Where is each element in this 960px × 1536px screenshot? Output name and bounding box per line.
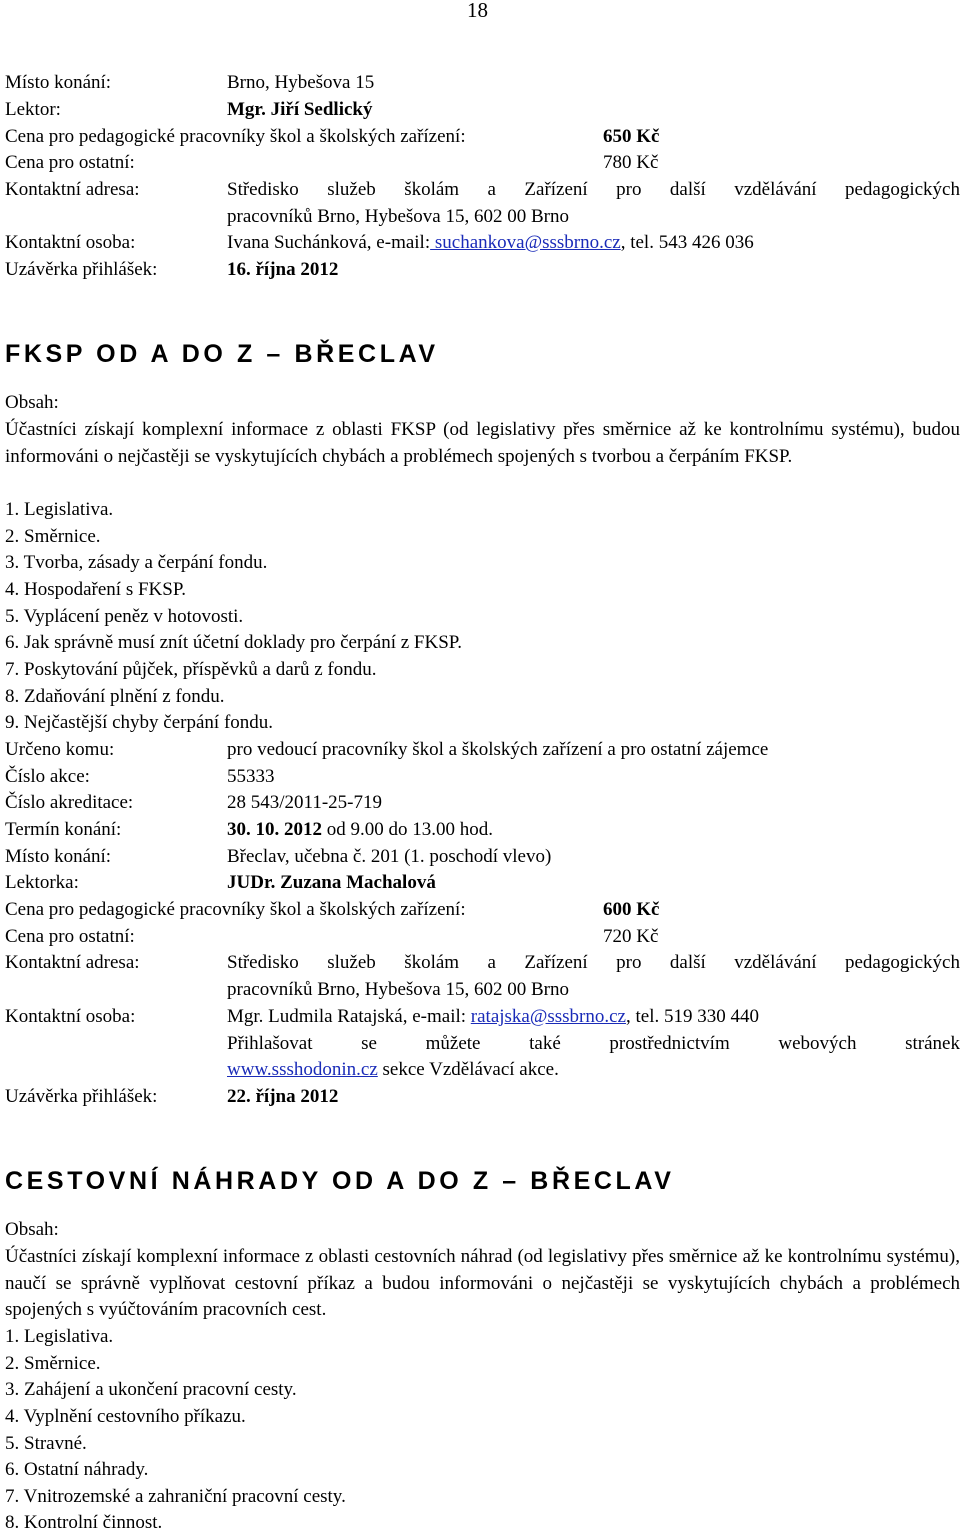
course2-item-3: 3. Tvorba, zásady a čerpání fondu. [5,552,268,573]
course3-item-1: 1. Legislativa. [5,1326,114,1347]
course3-intro: Účastníci získají komplexní informace z oblasti cestovních náhrad (od legislativy přes směrnice až ke kontrolnímu systému), naučí se správně vyplňovat cestovní příkaz a budou informováni o nejčastěji se vyskytujících chybách a problémech spojených s vyúčtováním pracovních cest. [5,1246,960,1321]
contact-email-link[interactable]: suchankova@sssbrno.cz [430,232,621,253]
course2-item-2: 2. Směrnice. [5,526,101,547]
course3-item-5: 5. Stravné. [5,1433,87,1454]
course3-item-2: 2. Směrnice. [5,1353,101,1374]
course3-item-8: 8. Kontrolní činnost. [5,1512,163,1533]
course2-item-4: 4. Hospodaření s FKSP. [5,579,187,600]
contact-label: Kontaktní osoba: [5,232,136,253]
address-line2: pracovníků Brno, Hybešova 15, 602 00 Brno [227,206,569,227]
course2-contact-tel: , tel. 519 330 440 [625,1006,759,1027]
course3-item-4: 4. Vyplnění cestovního příkazu. [5,1406,246,1427]
deadline-value: 16. října 2012 [227,259,339,280]
action-no-label: Číslo akce: [5,766,90,787]
page-number: 18 [467,0,488,22]
register-rest: sekce Vzdělávací akce. [377,1059,559,1080]
register-line1: Přihlašovat se můžete také prostřednictvím webových stránek [227,1033,960,1054]
accred-label: Číslo akreditace: [5,792,134,813]
course2-item-7: 7. Poskytování půjček, příspěvků a darů z fondu. [5,659,377,680]
course2-contact-email-link[interactable]: ratajska@sssbrno.cz [470,1006,626,1027]
course2-price-others-label: Cena pro ostatní: [5,926,135,947]
price-others-label: Cena pro ostatní: [5,152,135,173]
course3-item-6: 6. Ostatní náhrady. [5,1459,149,1480]
course3-content-label: Obsah: [5,1219,59,1240]
date-value [227,817,493,843]
course2-intro: Účastníci získají komplexní informace z oblasti FKSP (od legislativy přes směrnice až ke kontrolnímu systému), budou informováni o nejčastěji se vyskytujících chybách a problémech spojených s tvorbou a čerpáním FKSP. [5,419,960,467]
lecturer-label: Lektor: [5,99,61,120]
deadline-label: Uzávěrka přihlášek: [5,259,158,280]
price-teachers-value: 650 Kč [603,126,660,147]
date-bold: 30. 10. 2012 [227,819,322,840]
register-web-link[interactable]: www.ssshodonin.cz [227,1059,378,1080]
contact-tel: , tel. 543 426 036 [620,232,754,253]
course2-price-teachers-label: Cena pro pedagogické pracovníky škol a školských zařízení: [5,899,466,920]
course2-place-value: Břeclav, učebna č. 201 (1. poschodí vlevo) [227,846,552,867]
price-others-value: 780 Kč [603,152,659,173]
place-row [5,70,111,96]
course2-content-label: Obsah: [5,392,59,413]
course2-place-label: Místo konání: [5,846,112,867]
course2-lecturer-value: JUDr. Zuzana Machalová [227,872,436,893]
contact-row [227,230,754,256]
course3-item-7: 7. Vnitrozemské a zahraniční pracovní cesty. [5,1486,346,1507]
audience-label: Určeno komu: [5,739,115,760]
course2-address-line1: Středisko služeb školám a Zařízení pro další vzdělávání pedagogických [227,952,960,973]
address-line1: Středisko služeb školám a Zařízení pro další vzdělávání pedagogických [227,179,960,200]
course2-contact-name: Mgr. Ludmila Ratajská, e-mail: [227,1006,471,1027]
course2-item-6: 6. Jak správně musí znít účetní doklady pro čerpání z FKSP. [5,632,462,653]
course2-address-line2: pracovníků Brno, Hybešova 15, 602 00 Brno [227,979,569,1000]
address-label: Kontaktní adresa: [5,179,140,200]
course2-lecturer-label: Lektorka: [5,872,79,893]
place-value: Brno, Hybešova 15 [227,72,375,93]
lecturer-value: Mgr. Jiří Sedlický [227,99,373,120]
audience-value: pro vedoucí pracovníky škol a školských zařízení a pro ostatní zájemce [227,739,769,760]
course2-address-label: Kontaktní adresa: [5,952,140,973]
course2-title: FKSP OD A DO Z – BŘECLAV [5,340,439,368]
course2-deadline-label: Uzávěrka přihlášek: [5,1086,158,1107]
course2-contact-row [227,1004,759,1030]
course2-deadline-value: 22. října 2012 [227,1086,339,1107]
accred-value: 28 543/2011-25-719 [227,792,382,813]
date-rest: od 9.00 do 13.00 hod. [322,819,493,840]
course2-item-5: 5. Vyplácení peněz v hotovosti. [5,606,244,627]
contact-name: Ivana Suchánková, e-mail: [227,232,431,253]
course2-price-teachers-value: 600 Kč [603,899,660,920]
place-label: Místo konání: [5,72,112,93]
course3-title: CESTOVNÍ NÁHRADY OD A DO Z – BŘECLAV [5,1167,675,1195]
course3-item-3: 3. Zahájení a ukončení pracovní cesty. [5,1379,297,1400]
date-label: Termín konání: [5,819,122,840]
action-no-value: 55333 [227,766,275,787]
course2-item-1: 1. Legislativa. [5,499,114,520]
price-teachers-label: Cena pro pedagogické pracovníky škol a školských zařízení: [5,126,466,147]
course2-item-9: 9. Nejčastější chyby čerpání fondu. [5,712,274,733]
course2-item-8: 8. Zdaňování plnění z fondu. [5,686,225,707]
course2-contact-label: Kontaktní osoba: [5,1006,136,1027]
course2-price-others-value: 720 Kč [603,926,659,947]
register-line2 [227,1057,559,1083]
